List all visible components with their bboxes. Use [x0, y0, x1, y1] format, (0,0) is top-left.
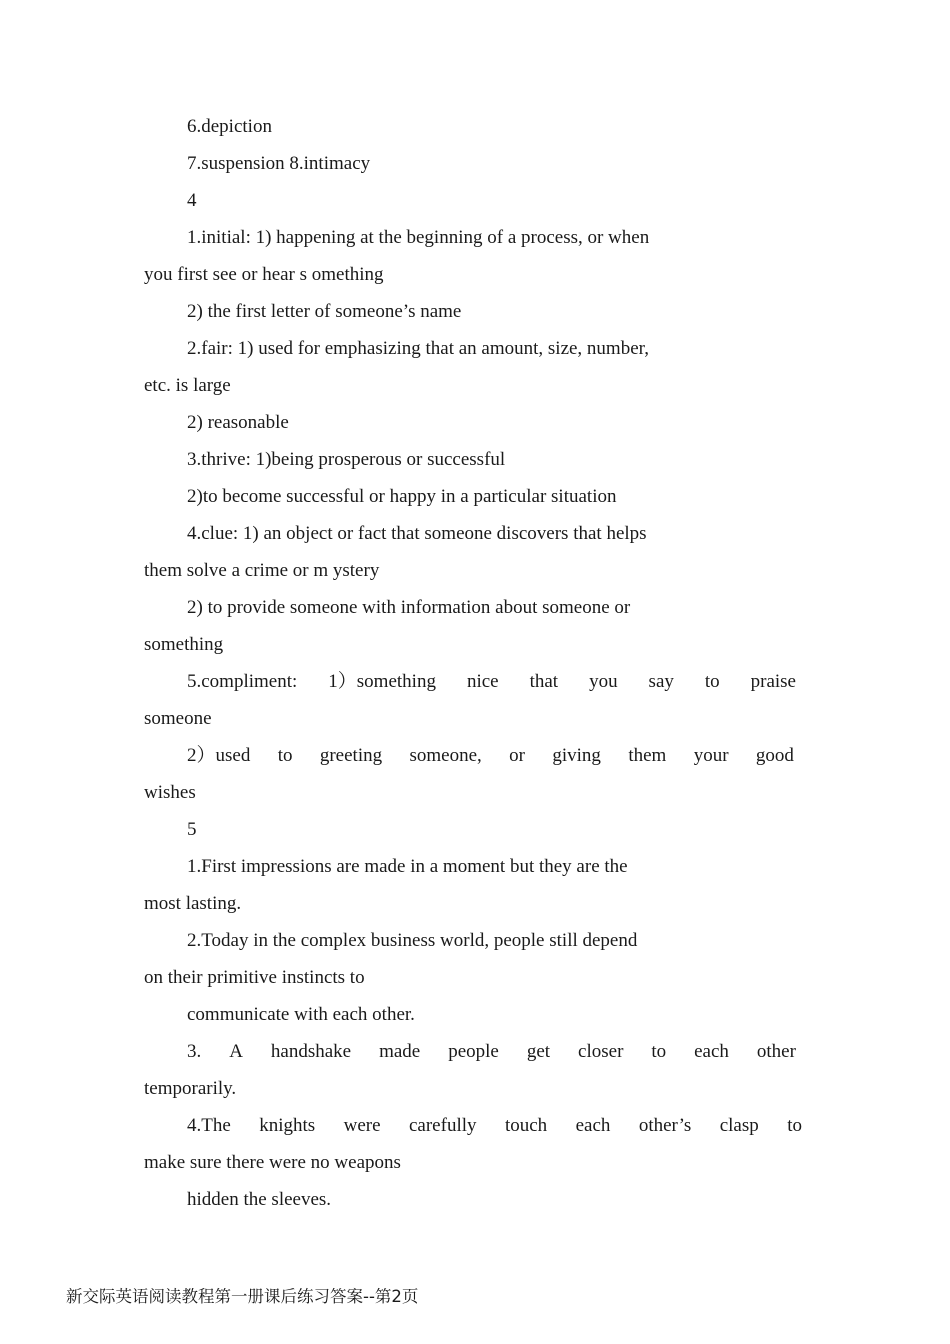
text-line: wishes — [144, 782, 196, 803]
word: 2）used — [187, 745, 251, 766]
text-line: most lasting. — [144, 893, 242, 914]
text-line: someone — [144, 708, 212, 729]
word: 4.The — [187, 1115, 231, 1136]
word: say — [648, 671, 674, 692]
word: A — [229, 1041, 243, 1062]
text-line: temporarily. — [144, 1078, 237, 1099]
text-line: make sure there were no weapons — [144, 1152, 401, 1173]
word: made — [379, 1041, 421, 1062]
word: or — [509, 745, 525, 766]
word: get — [526, 1041, 551, 1062]
text-line: you first see or hear s omething — [144, 264, 384, 285]
justified-line — [187, 744, 794, 768]
word: each — [694, 1041, 729, 1062]
text-line: 2) the first letter of someone’s name — [187, 301, 462, 322]
word: closer — [578, 1041, 624, 1062]
word: to — [277, 745, 293, 766]
word: your — [693, 745, 729, 766]
text-line: 2) reasonable — [187, 412, 289, 433]
word: to — [787, 1115, 802, 1136]
section-number: 5 — [187, 819, 197, 840]
justified-line — [187, 1114, 802, 1138]
text-line: 2.fair: 1) used for emphasizing that an amount, size, number, — [187, 338, 649, 359]
text-line: 1.initial: 1) happening at the beginning of a process, or when — [187, 227, 650, 248]
word: you — [589, 671, 618, 692]
word: 1）something — [328, 671, 436, 692]
word: praise — [750, 671, 796, 692]
justified-line — [187, 1040, 796, 1064]
word: greeting — [319, 745, 383, 766]
word: each — [575, 1115, 611, 1136]
word: to — [651, 1041, 667, 1062]
word: handshake — [270, 1041, 352, 1062]
word: were — [343, 1115, 381, 1136]
word: to — [704, 671, 720, 692]
word: giving — [552, 745, 601, 766]
text-line: 7.suspension 8.intimacy — [187, 153, 371, 174]
text-line: 2) to provide someone with information about someone or — [187, 597, 631, 618]
word: carefully — [408, 1115, 477, 1136]
word: nice — [466, 671, 499, 692]
text-line: 1.First impressions are made in a moment but they are the — [187, 856, 628, 877]
word: good — [755, 745, 794, 766]
section-number: 4 — [187, 190, 197, 211]
word: someone, — [409, 745, 482, 766]
word: clasp — [719, 1115, 759, 1136]
text-line: something — [144, 634, 224, 655]
word: people — [448, 1041, 499, 1062]
text-line: 2.Today in the complex business world, people still depend — [187, 930, 638, 951]
text-line: 6.depiction — [187, 116, 272, 137]
text-line: 4.clue: 1) an object or fact that someone discovers that helps — [187, 523, 647, 544]
word: knights — [259, 1115, 316, 1136]
text-line: on their primitive instincts to — [144, 967, 365, 988]
word: that — [529, 671, 559, 692]
word: other’s — [638, 1115, 692, 1136]
text-line: hidden the sleeves. — [187, 1189, 332, 1210]
word: them — [628, 745, 667, 766]
text-line: them solve a crime or m ystery — [144, 560, 380, 581]
text-line: etc. is large — [144, 375, 231, 396]
word: 5.compliment: — [187, 671, 298, 692]
text-line: 2)to become successful or happy in a particular situation — [187, 486, 617, 507]
word: 3. — [187, 1041, 202, 1062]
word: touch — [504, 1115, 548, 1136]
text-line: 3.thrive: 1)being prosperous or successful — [187, 449, 506, 470]
word: other — [756, 1041, 796, 1062]
justified-line — [187, 670, 796, 694]
text-line: communicate with each other. — [187, 1004, 415, 1025]
page-footer: 新交际英语阅读教程第一册课后练习答案--第2页 — [66, 1287, 419, 1306]
